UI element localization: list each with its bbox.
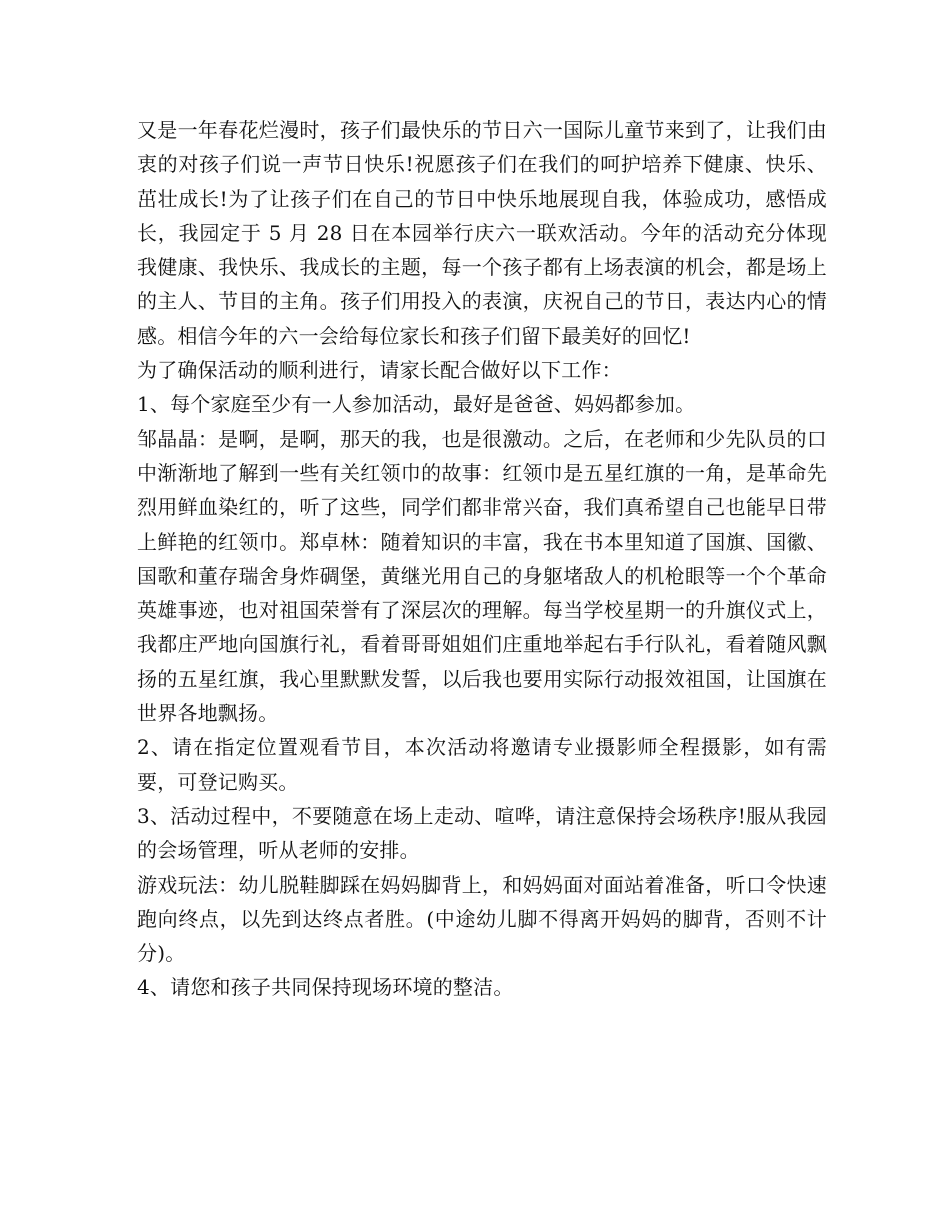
paragraph-dialogue: 邹晶晶：是啊，是啊，那天的我，也是很激动。之后，在老师和少先队员的口中渐渐地了解到一些有关红领巾的故事：红领巾是五星红旗的一角，是革命先烈用鲜血染红的，听了这些，同学们都非常兴奋，我们真希望自己也能早日带上鲜艳的红领巾。郑卓林：随着知识的丰富，我在书本里知道了国旗、国徽、国歌和董存瑞舍身炸碉堡，黄继光用自己的身躯堵敌人的机枪眼等一个个革命英雄事迹，也对祖国荣誉有了深层次的理解。每当学校星期一的升旗仪式上，我都庄严地向国旗行礼，看着哥哥姐姐们庄重地举起右手行队礼，看着随风飘扬的五星红旗，我心里默默发誓，以后我也要用实际行动报效祖国，让国旗在世界各地飘扬。 — [137, 426, 827, 726]
paragraph-request: 为了确保活动的顺利进行，请家长配合做好以下工作： — [137, 358, 622, 383]
paragraph-intro: 又是一年春花烂漫时，孩子们最快乐的节日六一国际儿童节来到了，让我们由衷的对孩子们说一声节日快乐!祝愿孩子们在我们的呵护培养下健康、快乐、茁壮成长!为了让孩子们在自己的节日中快乐地展现自我，体验成功，感悟成长，我园定于 5 月 28 日在本园举行庆六一联欢活动。今年的活动充分体现我健康、我快乐、我成长的主题，每一个孩子都有上场表演的机会，都是场上的主人、节目的主角。孩子们用投入的表演，庆祝自己的节日，表达内心的情感。相信今年的六一会给每位家长和孩子们留下最美好的回忆! — [137, 118, 827, 348]
paragraph-game-rules: 游戏玩法：幼儿脱鞋脚踩在妈妈脚背上，和妈妈面对面站着准备，听口令快速跑向终点，以先到达终点者胜。(中途幼儿脚不得离开妈妈的脚背，否则不计分)。 — [137, 872, 827, 966]
paragraph-item-1: 1、每个家庭至少有一人参加活动，最好是爸爸、妈妈都参加。 — [137, 392, 696, 417]
paragraph-item-3: 3、活动过程中，不要随意在场上走动、喧哗，请注意保持会场秩序!服从我园的会场管理，听从老师的安排。 — [137, 803, 827, 863]
paragraph-item-2: 2、请在指定位置观看节目，本次活动将邀请专业摄影师全程摄影，如有需要，可登记购买。 — [137, 735, 827, 794]
document-body — [137, 113, 827, 1005]
paragraph-item-4: 4、请您和孩子共同保持现场环境的整洁。 — [137, 975, 514, 1000]
